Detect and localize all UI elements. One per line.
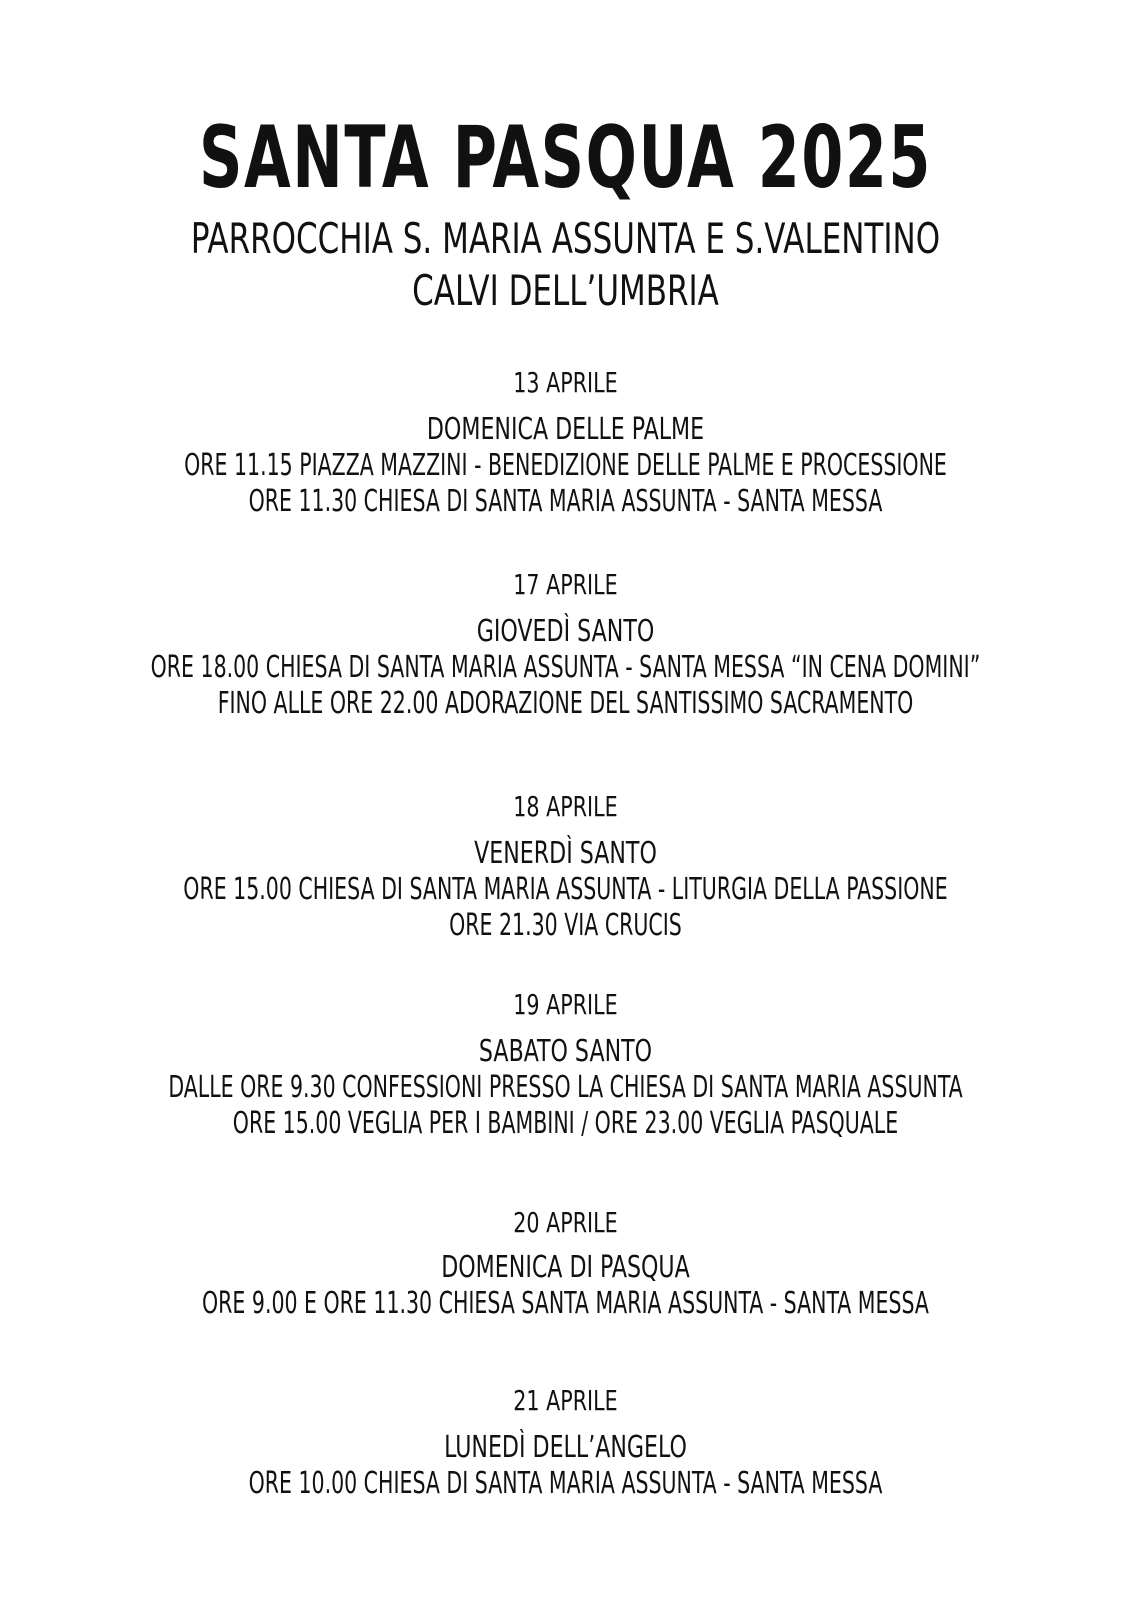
event-detail: ORE 18.00 CHIESA DI SANTA MARIA ASSUNTA - SANTA MESSA “IN CENA DOMINI” (150, 650, 981, 685)
poster-title: SANTA PASQUA 2025 (198, 108, 932, 208)
event-date: 18 APRILE (513, 790, 618, 823)
event-date: 21 APRILE (513, 1384, 618, 1417)
event-detail: ORE 9.00 E ORE 11.30 CHIESA SANTA MARIA ASSUNTA - SANTA MESSA (202, 1286, 929, 1321)
event-date: 20 APRILE (513, 1206, 618, 1239)
event-detail: DALLE ORE 9.30 CONFESSIONI PRESSO LA CHIESA DI SANTA MARIA ASSUNTA (168, 1070, 963, 1105)
event-detail: ORE 11.30 CHIESA DI SANTA MARIA ASSUNTA - SANTA MESSA (248, 484, 883, 519)
event-day: LUNEDÌ DELL’ANGELO (444, 1430, 687, 1465)
event-day: DOMENICA DI PASQUA (441, 1250, 690, 1285)
event-detail: ORE 10.00 CHIESA DI SANTA MARIA ASSUNTA - SANTA MESSA (248, 1466, 883, 1501)
event-detail: ORE 15.00 CHIESA DI SANTA MARIA ASSUNTA - LITURGIA DELLA PASSIONE (183, 872, 948, 907)
event-day: VENERDÌ SANTO (474, 836, 657, 871)
event-detail: FINO ALLE ORE 22.00 ADORAZIONE DEL SANTISSIMO SACRAMENTO (217, 686, 914, 721)
event-day: GIOVEDÌ SANTO (476, 614, 655, 649)
event-date: 13 APRILE (513, 366, 618, 399)
event-day: DOMENICA DELLE PALME (426, 412, 705, 447)
event-date: 19 APRILE (513, 988, 618, 1021)
event-detail: ORE 11.15 PIAZZA MAZZINI - BENEDIZIONE DELLE PALME E PROCESSIONE (184, 448, 947, 483)
event-date: 17 APRILE (513, 568, 618, 601)
event-detail: ORE 21.30 VIA CRUCIS (449, 908, 682, 943)
event-detail: ORE 15.00 VEGLIA PER I BAMBINI / ORE 23.00 VEGLIA PASQUALE (232, 1106, 899, 1141)
town-name: CALVI DELL’UMBRIA (412, 266, 719, 315)
parish-name: PARROCCHIA S. MARIA ASSUNTA E S.VALENTINO (190, 214, 941, 263)
event-day: SABATO SANTO (478, 1034, 653, 1069)
